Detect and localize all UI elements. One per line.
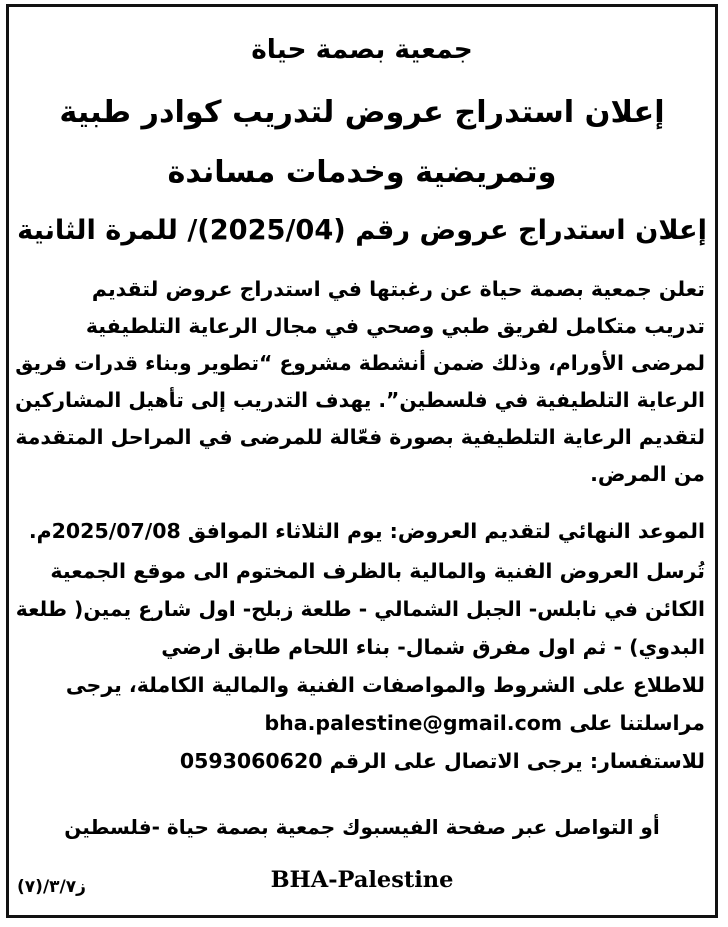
- delivery-line: تُرسل العروض الفنية والمالية بالظرف المختوم الى موقع الجمعية: [50, 559, 705, 583]
- delivery-line: للاطلاع على الشروط والمواصفات الفنية والمالية الكاملة، يرجى: [65, 673, 705, 697]
- reference-code: ز٣/٧/(٧): [17, 877, 86, 897]
- tender-number-title: إعلان استدراج عروض رقم (2025/04)/ للمرة الثانية: [17, 215, 707, 246]
- body-line: لمرضى الأورام، وذلك ضمن أنشطة مشروع “تطوير وبناء قدرات فريق: [15, 351, 705, 375]
- advertisement-frame: [6, 4, 718, 918]
- phone-number[interactable]: 0593060620: [179, 749, 323, 773]
- phone-line: [180, 749, 705, 773]
- email-prefix: مراسلتنا على: [569, 711, 705, 735]
- email-address[interactable]: bha.palestine@gmail.com: [264, 711, 563, 735]
- title-line-2: وتمريضية وخدمات مساندة: [167, 155, 557, 190]
- body-line: الرعاية التلطيفية في فلسطين”. يهدف التدريب إلى تأهيل المشاركين: [15, 388, 705, 412]
- email-line: [265, 711, 706, 735]
- facebook-handle: BHA-Palestine: [270, 867, 454, 893]
- facebook-line: أو التواصل عبر صفحة الفيسبوك جمعية بصمة حياة -فلسطين: [64, 815, 660, 839]
- title-line-1: إعلان استدراج عروض لتدريب كوادر طبية: [59, 95, 665, 130]
- delivery-line: البدوي) - ثم اول مفرق شمال- بناء اللحام طابق ارضي: [161, 635, 705, 659]
- deadline-line: الموعد النهائي لتقديم العروض: يوم الثلاثاء الموافق 2025/07/08م.: [28, 519, 705, 543]
- body-line: تعلن جمعية بصمة حياة عن رغبتها في استدراج عروض لتقديم: [91, 277, 705, 301]
- body-line: تدريب متكامل لفريق طبي وصحي في مجال الرعاية التلطيفية: [85, 314, 705, 338]
- phone-prefix: للاستفسار: يرجى الاتصال على الرقم: [329, 749, 705, 773]
- delivery-line: الكائن في نابلس- الجبل الشمالي - طلعة زبلح- اول شارع يمين( طلعة: [15, 597, 705, 621]
- body-line: من المرض.: [590, 462, 705, 486]
- advertisement: [9, 7, 715, 915]
- body-line: لتقديم الرعاية التلطيفية بصورة فعّالة للمرضى في المراحل المتقدمة: [15, 425, 705, 449]
- organization-name: جمعية بصمة حياة: [251, 35, 473, 65]
